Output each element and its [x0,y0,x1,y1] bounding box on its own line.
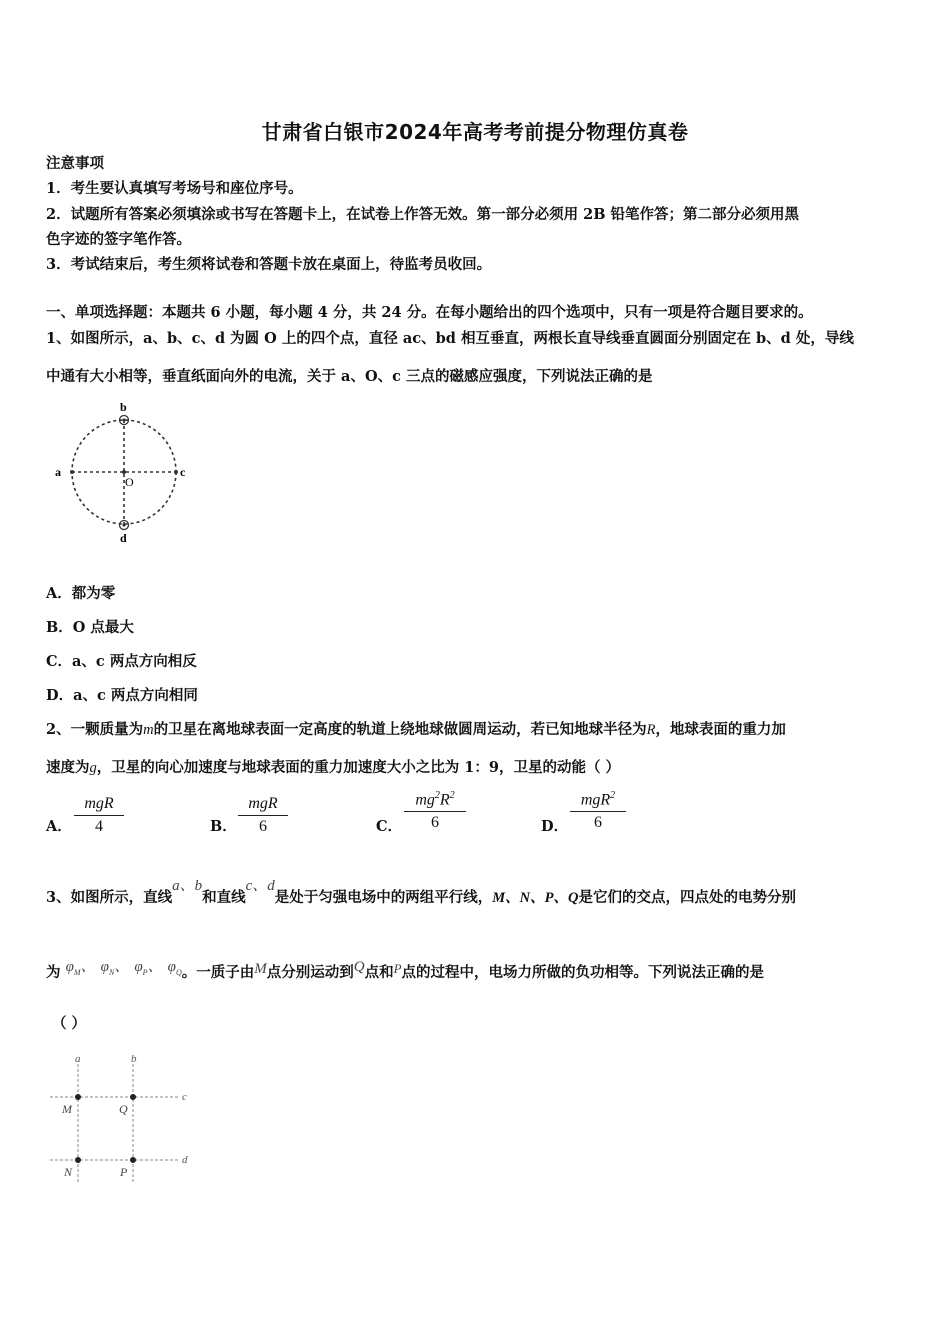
q1-option-b: B．O 点最大 [46,619,134,636]
q2-text-line1: 2、一颗质量为m的卫星在离地球表面一定高度的轨道上绕地球做圆周运动，若已知地球半径为R，地球表面的重力加 [46,721,786,738]
label-c: c [180,465,186,479]
label-b: b [120,400,127,414]
q3-text-line1: 3、如图所示，直线a、b和直线c、d是处于匀强电场中的两组平行线，M、N、P、Q是它们的交点，四点处的电势分别 [46,878,796,906]
page-title: 甘肃省白银市2024年高考考前提分物理仿真卷 [261,120,689,144]
q3-grid-diagram [44,1050,204,1185]
notice-item: 1．考生要认真填写考场号和座位序号。 [46,180,303,197]
q2-option-b-fraction: mgR 6 [238,795,288,836]
phi-n: $\varphi_N$、 [100,959,130,977]
notice-item: 2．试题所有答案必须填涂或书写在答题卡上，在试卷上作答无效。第一部分必须用 2B 铅笔作答；第二部分必须用黑 [46,206,800,223]
q1-text-line2: 中通有大小相等，垂直纸面向外的电流，关于 a、O、c 三点的磁感应强度，下列说法正确的是 [46,368,653,385]
phi-m: $\varphi_M$、 [65,959,96,977]
point-q [130,1094,136,1100]
section-heading: 一、单项选择题：本题共 6 小题，每小题 4 分，共 24 分。在每小题给出的四个选项中，只有一项是符合题目要求的。 [46,304,813,321]
point-p [130,1157,136,1163]
notice-heading: 注意事项 [46,155,104,172]
label-p: P [120,1165,128,1179]
q3-answer-paren: （ ） [52,1015,87,1032]
label-d: d [182,1154,188,1166]
q1-option-c: C．a、c 两点方向相反 [46,653,197,670]
label-a: a [55,465,61,479]
q2-option-d-fraction: mgR$^2$ 6 [570,790,626,832]
label-m: M [62,1102,72,1116]
label-a: a [75,1053,81,1065]
phi-p: $\varphi_P$、 [134,959,163,977]
q2-option-d-label: D． [541,818,569,835]
point-m [75,1094,81,1100]
q2-option-a-fraction: mgR 4 [74,795,124,836]
q2-option-c-fraction: $\frac{mg^2R^2}{6}$ [404,790,466,832]
q1-text-line1: 1、如图所示，a、b、c、d 为圆 O 上的四个点，直径 ac、bd 相互垂直，两根长直导线垂直圆面分别固定在 b、d 处，导线 [46,330,854,347]
q2-option-c-label: C． [376,818,403,835]
q1-option-a: A．都为零 [46,585,116,602]
label-n: N [64,1165,73,1179]
label-q: Q [119,1102,128,1116]
label-c: c [182,1091,187,1103]
phi-q: $\varphi_Q$ [167,959,182,977]
q2-option-b-label: B． [210,818,237,835]
notice-item: 3．考试结束后，考生须将试卷和答题卡放在桌面上，待监考员收回。 [46,256,492,273]
label-d: d [120,531,127,545]
q1-circle-diagram [52,398,197,546]
q3-text-line2: 为 $\varphi_M$、 $\varphi_N$、 $\varphi_P$、 $\varphi_Q$。一质子由M点分别运动到Q点和P点的过程中，电场力所做的负功相等。下列说法正确的是 [46,959,765,981]
q2-option-a-label: A． [46,818,72,835]
label-o: O [125,475,134,489]
point-n [75,1157,81,1163]
notice-item: 色字迹的签字笔作答。 [46,231,191,248]
label-b: b [131,1053,137,1065]
q2-text-line2: 速度为g，卫星的向心加速度与地球表面的重力加速度大小之比为 1：9，卫星的动能（ ） [46,759,621,776]
q1-option-d: D．a、c 两点方向相同 [46,687,198,704]
